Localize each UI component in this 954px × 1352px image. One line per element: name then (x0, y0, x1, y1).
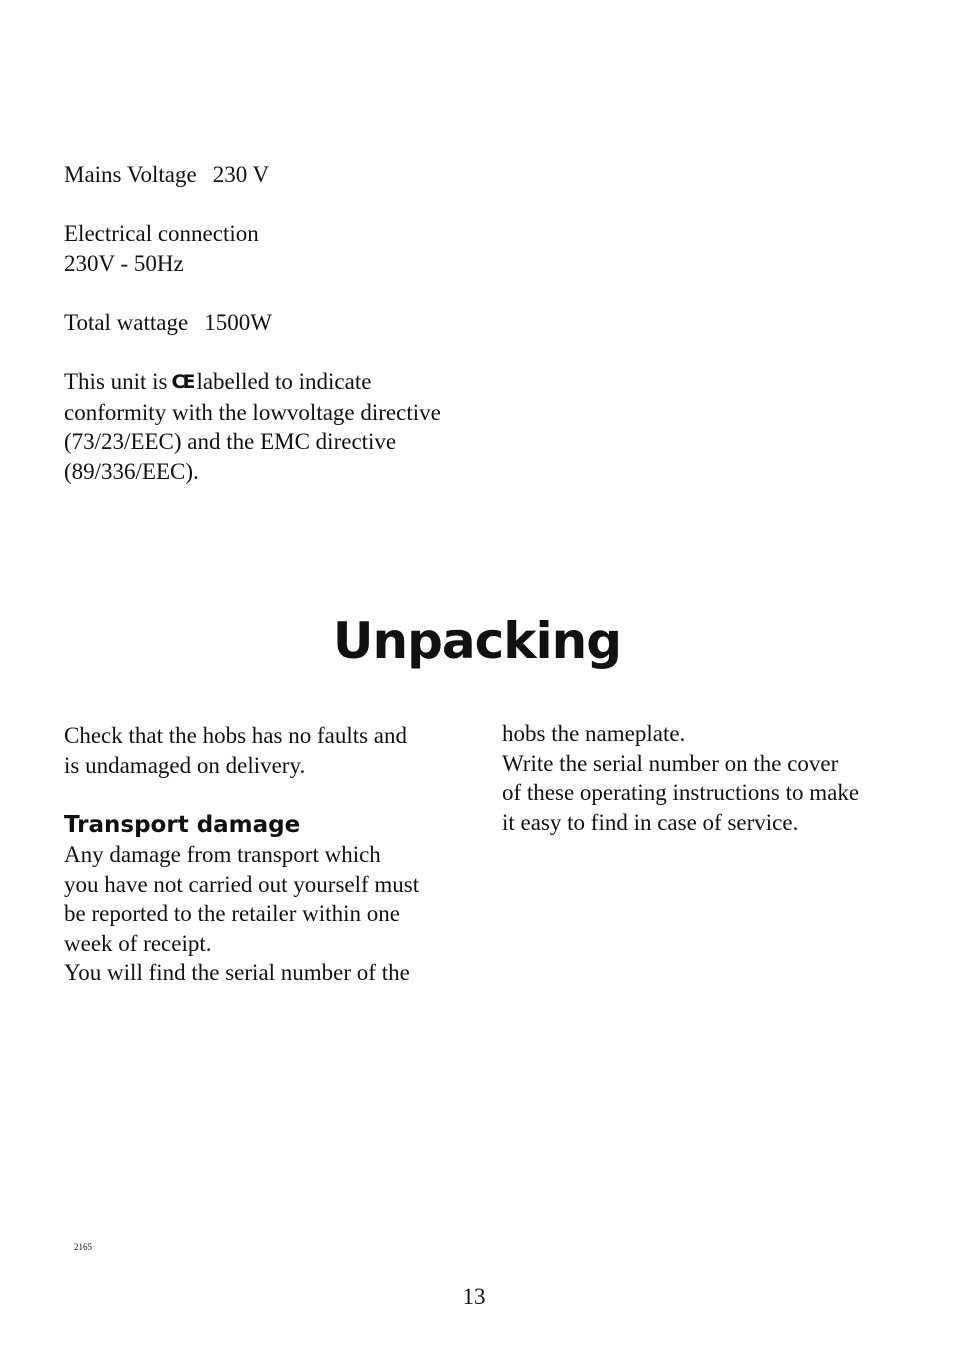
voltage-label: Mains Voltage (64, 162, 197, 187)
document-code: 2165 (74, 1242, 92, 1252)
body-line: you have not carried out yourself must (64, 871, 420, 897)
specs-connection (64, 219, 259, 278)
intro-line: Check that the hobs has no faults and (64, 723, 408, 748)
intro-line: is undamaged on delivery. (64, 752, 306, 778)
connection-label: Electrical connection (64, 221, 259, 246)
ce-text-before: This unit is (64, 369, 168, 394)
body-line: of these operating instructions to make (502, 780, 860, 805)
ce-mark-icon: CE (171, 371, 193, 393)
section-title: Unpacking (332, 612, 622, 670)
body-line: it easy to find in case of service. (502, 809, 799, 835)
body-line: hobs the nameplate. (502, 721, 686, 746)
wattage-label: Total wattage (64, 310, 189, 335)
body-line: be reported to the retailer within one (64, 901, 400, 926)
voltage-value: 230 V (212, 162, 270, 187)
ce-line: (89/336/EEC). (64, 458, 199, 484)
ce-text-after: labelled to indicate (196, 369, 372, 394)
left-column (64, 721, 464, 988)
page-number: 13 (462, 1284, 486, 1309)
transport-damage-heading: Transport damage (64, 812, 301, 838)
body-line: week of receipt. (64, 930, 212, 956)
connection-value: 230V - 50Hz (64, 250, 184, 276)
wattage-value: 1500W (204, 310, 272, 335)
right-column (502, 719, 902, 837)
specs-voltage (64, 160, 269, 190)
body-line: You will find the serial number of the (64, 960, 410, 985)
ce-line: conformity with the lowvoltage directive (64, 399, 441, 425)
body-line: Write the serial number on the cover (502, 750, 839, 776)
ce-conformity-paragraph (64, 367, 441, 486)
specs-wattage (64, 308, 272, 338)
ce-line: (73/23/EEC) and the EMC directive (64, 429, 397, 454)
body-line: Any damage from transport which (64, 842, 381, 867)
